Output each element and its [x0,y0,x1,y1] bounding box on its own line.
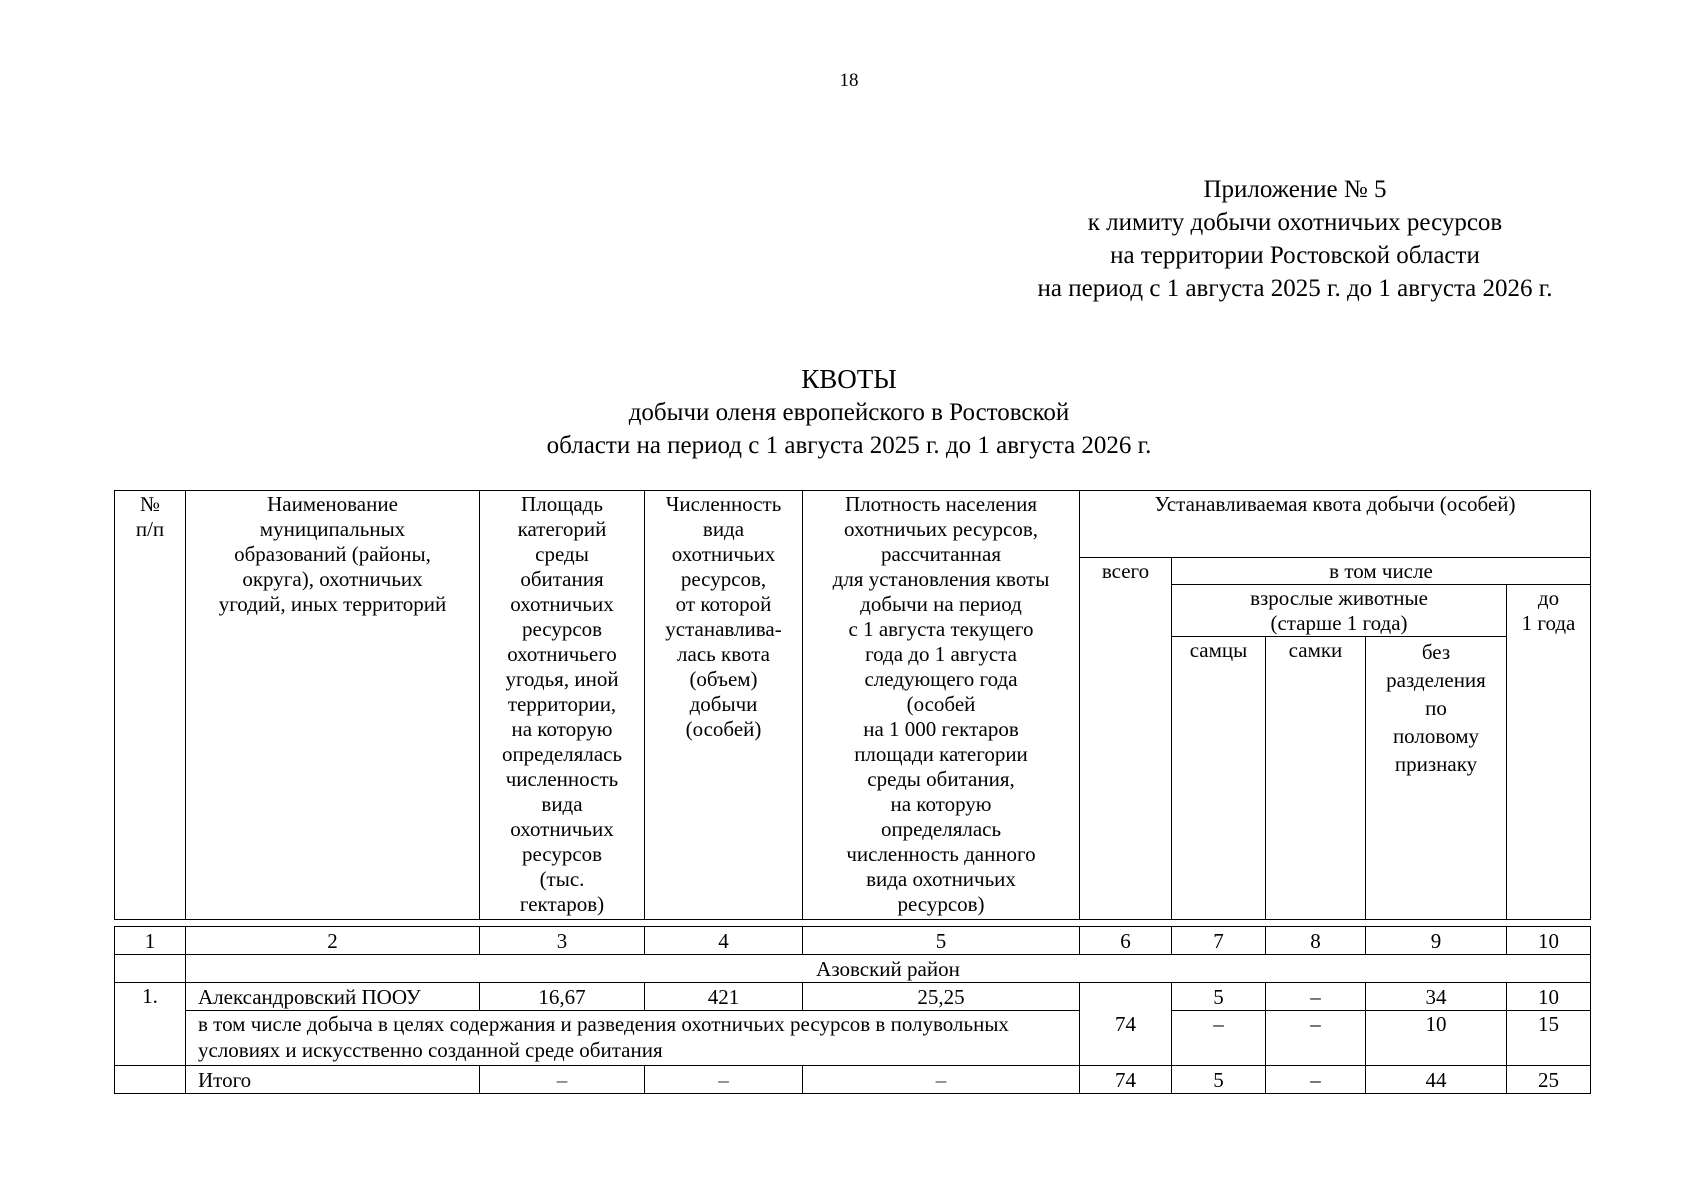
count-value: 421 [645,983,803,1011]
header-name: Наименование муниципальных образований (районы, округа), охотничьих угодий, иных территорий [186,491,480,920]
header-adults: взрослые животные (старше 1 года) [1172,585,1507,637]
quota-table-body [114,926,1591,1094]
total-quota-value: 74 [1080,1066,1172,1094]
females-value: – [1266,1066,1366,1094]
empty-cell [115,955,186,983]
under-1-year-value: 15 [1507,1011,1591,1066]
document-title: КВОТЫ [801,364,897,394]
density-value: 25,25 [803,983,1080,1011]
area-value: 16,67 [480,983,645,1011]
no-sex-division-value: 10 [1366,1011,1507,1066]
column-number: 9 [1366,927,1507,955]
title-block [0,363,1698,462]
header-total: всего [1080,558,1172,920]
appendix-line-4: на период с 1 августа 2025 г. до 1 августа 2026 г. [1037,275,1553,302]
females-value: – [1266,983,1366,1011]
header-males: самцы [1172,637,1266,920]
appendix-block [1000,173,1590,305]
title-line-3: области на период с 1 августа 2025 г. до 1 августа 2026 г. [546,432,1152,459]
area-value: – [480,1066,645,1094]
header-including: в том числе [1172,558,1591,585]
females-value: – [1266,1011,1366,1066]
column-number: 1 [115,927,186,955]
column-number: 2 [186,927,480,955]
hunting-ground-name: Александровский ПООУ [186,983,480,1011]
males-value: – [1172,1011,1266,1066]
column-number: 6 [1080,927,1172,955]
table-row [115,1011,1591,1066]
column-number: 8 [1266,927,1366,955]
column-number: 7 [1172,927,1266,955]
column-number-row [115,927,1591,955]
no-sex-division-value: 44 [1366,1066,1507,1094]
district-row [115,955,1591,983]
density-value: – [803,1066,1080,1094]
header-density: Плотность населения охотничьих ресурсов, рассчитанная для установления квоты добычи на период с 1 августа текущего года до 1 августа следующего года (особей на 1 000 гектаров площади категории среды обитания, на которую определялась численность данного вида охотничьих ресурсов) [803,491,1080,920]
title-line-2: добычи оленя европейского в Ростовской [628,399,1070,426]
column-number: 5 [803,927,1080,955]
header-under-1-year: до 1 года [1507,585,1591,920]
total-row [115,1066,1591,1094]
count-value: – [645,1066,803,1094]
empty-cell [115,1066,186,1094]
column-number: 10 [1507,927,1591,955]
under-1-year-value: 25 [1507,1066,1591,1094]
males-value: 5 [1172,1066,1266,1094]
males-value: 5 [1172,983,1266,1011]
appendix-line-1: Приложение № 5 [1203,176,1387,203]
appendix-line-2: к лимиту добычи охотничьих ресурсов [1087,209,1503,236]
header-quota: Устанавливаемая квота добычи (особей) [1080,491,1591,558]
table-row [115,983,1591,1011]
under-1-year-value: 10 [1507,983,1591,1011]
column-number: 3 [480,927,645,955]
page-number: 18 [839,70,859,91]
row-number: 1. [115,983,186,1066]
semi-free-breeding-note: в том числе добыча в целях содержания и разведения охотничьих ресурсов в полувольных условиях и искусственно созданной среде обитания [186,1011,1080,1066]
no-sex-division-value: 34 [1366,983,1507,1011]
total-quota-value: 74 [1080,983,1172,1066]
column-number: 4 [645,927,803,955]
appendix-line-3: на территории Ростовской области [1110,242,1480,269]
district-name: Азовский район [186,955,1591,983]
quota-table-header [114,490,1591,920]
total-label: Итого [186,1066,480,1094]
header-no-sex-division: без разделения по половому признаку [1366,637,1507,920]
header-females: самки [1266,637,1366,920]
header-num: № п/п [115,491,186,920]
header-count: Численность вида охотничьих ресурсов, от которой устанавлива- лась квота (объем) добычи (особей) [645,491,803,920]
header-area: Площадь категорий среды обитания охотничьих ресурсов охотничьего угодья, иной территории, на которую определялась численность вида охотничьих ресурсов (тыс. гектаров) [480,491,645,920]
